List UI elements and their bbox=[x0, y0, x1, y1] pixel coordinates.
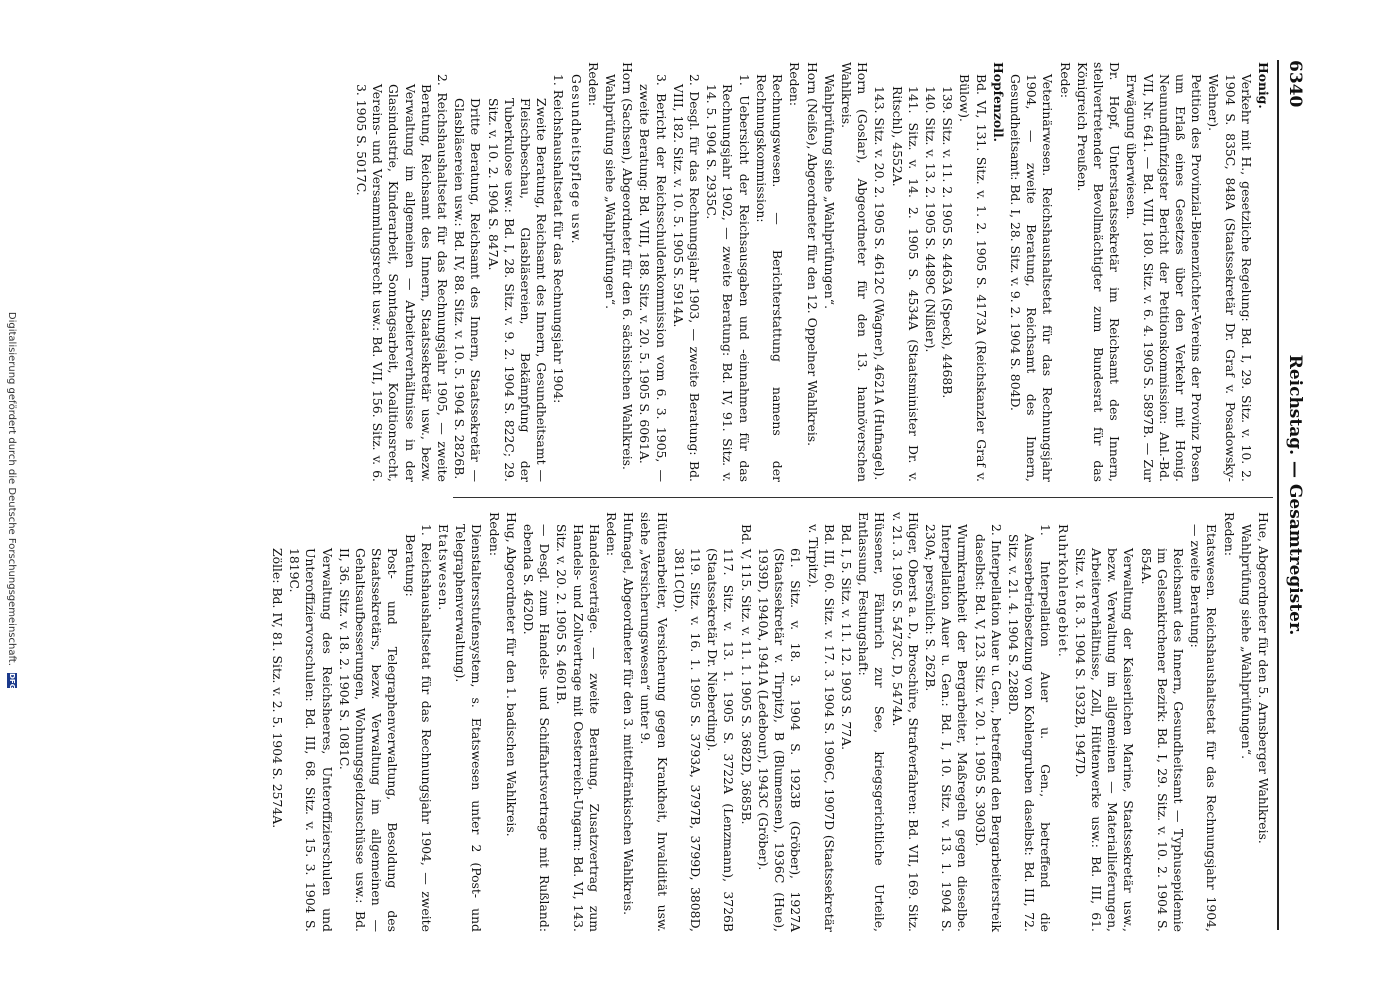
subheading: Reden: bbox=[787, 62, 803, 107]
right-column bbox=[268, 512, 1271, 932]
entry-heading: Horn (Neiße), Abgeordneter für den 12. Oppelner Wahlkreis. bbox=[804, 62, 820, 447]
entry-text: Veterinärwesen. Reichshaushaltsetat für das Rechnungsjahr 1904, — zweite Beratung, Reichsamt des Innern, Gesundheitsamt: Bd. I, 28. Sitz. v. 9. 2. 1904 S. 804D. bbox=[1007, 74, 1056, 482]
entry-text: 140. Sitz. v. 13. 2. 1905 S. 4489C (Nißler). bbox=[922, 86, 938, 353]
entry-text: Etatswesen. Reichshaushaltsetat für das Rechnungsjahr 1904, — zweite Beratung: bbox=[1188, 524, 1220, 932]
entry-text: Bd. III, 60. Sitz. v. 17. 3. 1904 S. 1906C, 1907D (Staatssekretär v. Tirpitz). bbox=[805, 524, 837, 932]
subheading: Rede: bbox=[1057, 62, 1073, 99]
entry-text: Dritte Beratung, Reichsamt des Innern, Staatssekretär — Glasbläsereien usw.: Bd. IV, 88. Sitz. v. 10. 5. 1904 S. 2826B. bbox=[452, 98, 484, 482]
entry-text: Verkehr mit H., gesetzliche Regelung: Bd. I, 29. Sitz. v. 10. 2. 1904 S. 835C, 848A (Staatssekretär Dr. Graf v. Posadowsky-Wehner). bbox=[1206, 74, 1254, 482]
list-item: 2. Interpellation Auer u. Gen., betreffend den Bergarbeiterstreik daselbst: Bd. V, 123. Sitz. v. 20. 1. 1905 S. 3903D. bbox=[972, 524, 1004, 932]
entry-text: Wahlprüfung siehe „Wahlprüfungen“. bbox=[821, 74, 837, 310]
entry-text: Zölle: Bd. IV, 81. Sitz. v. 2. 5. 1904 S. 2574A. bbox=[270, 548, 286, 829]
entry-text: 119. Sitz. v. 16. 1. 1905 S. 3793A, 3797B, 3799D, 3808D, 3811C(D). bbox=[671, 548, 704, 932]
subject-heading: Gesundheitspflege usw. bbox=[568, 74, 584, 245]
page-number: 6340 bbox=[1285, 60, 1305, 108]
entry-text: Wurmkrankheit der Bergarbeiter, Maßregeln gegen dieselbe. Interpellation Auer u. Gen.: Bd. I, 10. Sitz. v. 13. 1. 1904 S. 230A; persönlich: S. 262B. bbox=[922, 524, 971, 932]
entry-text: 117. Sitz. v. 13. 1. 1905 S. 3722A (Lenzmann), 3726B (Staatssekretär Dr. Nieberding). bbox=[705, 548, 737, 932]
entry-text: Rechnungswesen. — Berichterstattung namens der Rechnungskommission: bbox=[753, 74, 786, 482]
entry-text: Bd. V, 115. Sitz. v. 11. 1. 1905 S. 3682D, 3685B. bbox=[738, 524, 754, 825]
entry-text: — Desgl. zum Handels- und Schiffahrtsvertrage mit Rußland: ebenda S. 4620D. bbox=[521, 524, 553, 932]
list-item: 2. Desgl. für das Rechnungsjahr 1903, — zweite Beratung: Bd. VIII, 182. Sitz. v. 10. 5. 1905 S. 5914A. bbox=[670, 74, 703, 482]
entry-heading: Honig. bbox=[1256, 62, 1271, 109]
subheading: Reden: bbox=[604, 512, 620, 557]
entry-text: Reichsamt des Innern, Gesundheitsamt — Typhusepidemie im Gelsenkirchener Bezirk: Bd. I, 29. Sitz. v. 10. 2. 1904 S. 854A. bbox=[1138, 548, 1186, 932]
subheading: Reden: bbox=[585, 62, 601, 107]
subheading: Reden: bbox=[1221, 512, 1237, 557]
entry-text: Bd. VI, 131. Sitz. v. 1. 2. 1905 S. 4173A (Reichskanzler Graf v. Bülow). bbox=[957, 74, 989, 482]
entry-text: Verwaltung der Kaiserlichen Marine, Staatssekretär usw., bezw. Verwaltung im allgemeinen — Materiallieferungen, Arbeiterverhältnisse, Zoll, Hüttenwerke usw.: Bd. III, 61. Sitz. v. 18. 3. 1904 S. 1932B, 1947D. bbox=[1072, 548, 1137, 932]
footer-text: Digitalisierung gefördert durch die Deutsche Forschungsgemeinschaft. bbox=[6, 311, 17, 666]
subject-heading: Etatswesen. bbox=[436, 524, 452, 612]
entry-text: 141. Sitz. v. 14. 2. 1905 S. 4534A (Staatsminister Dr. v. Ritschl), 4552A. bbox=[889, 86, 921, 482]
list-item: 2. Reichshaushaltsetat für das Rechnungsjahr 1905, — zweite Beratung, Reichsamt des Innern, Staatssekretär usw., bezw. Verwaltung im allgemeinen — Arbeiterverhältnisse in der Glasindustrie, Kinderarbeit, Sonntagsarbeit, Koalitionsrecht, Vereins- und Versammlungsrecht usw.: Bd. VII, 156. Sitz. v. 6. 3. 1905 S. 5017C. bbox=[354, 74, 451, 482]
page-header bbox=[1279, 60, 1305, 930]
entry-text: Zweite Beratung, Reichsamt des Innern, Gesundheitsamt — Fleischbeschau, Glasbläsereien, Bekämpfung der Tuberkulose usw.: Bd. I, 28. Sitz. v. 9. 2. 1904 S. 822C; 29. Sitz. v. 10. 2. 1904 S. 847A. bbox=[485, 98, 550, 482]
entry-heading: Horn (Goslar), Abgeordneter für den 13. hannöverschen Wahlkreis. bbox=[838, 62, 871, 482]
page-title: Reichstag. — Gesamtregister. bbox=[1285, 354, 1305, 636]
digitization-footer bbox=[6, 0, 17, 1000]
entry-heading: Hüssener, Fähnrich zur See, kriegsgerichtliche Urteile, Entlassung, Festungshaft: bbox=[856, 512, 888, 932]
column-divider bbox=[453, 497, 1273, 498]
entry-heading: Hüttenarbeiter, Versicherung gegen Krankheit, Invalidität usw. siehe „Versicherungswesen“ unter 9. bbox=[638, 512, 670, 932]
list-item: 3. Bericht der Reichsschuldenkommission vom 6. 3. 1905, — zweite Beratung: Bd. VIII, 188. Sitz. v. 20. 5. 1905 S. 6061A. bbox=[637, 74, 669, 482]
entry-heading: Hufnagel, Abgeordneter für den 3. mittelfränkischen Wahlkreis. bbox=[621, 512, 637, 916]
entry-text: Petition des Provinzial-Bienenzüchter-Vereins der Provinz Posen um Erlaß eines Gesetzes über den Verkehr mit Honig. Neunundfünfzigster Bericht der Petitionskommission: Anl.-Bd. VII, Nr. 641. — Bd. VIII, 180. Sitz. v. 6. 4. 1905 S. 5897B. — Zur Erwägung überwiesen. bbox=[1124, 74, 1205, 482]
entry-text: 143. Sitz. v. 20. 2. 1905 S. 4612C (Wagner), 4621A (Hufnagel). bbox=[872, 86, 888, 481]
subject-heading: Ruhrkohlengebiet. bbox=[1055, 524, 1071, 658]
entry-heading: Hüger, Oberst a. D., Broschüre, Strafverfahren: Bd. VII, 169. Sitz. v. 21. 3. 1905 S. 5473C, D, 5474A. bbox=[889, 512, 921, 932]
entry-text: 139. Sitz. v. 11. 2. 1905 S. 4463A (Speck), 4468B. bbox=[940, 86, 956, 399]
entry-text: Wahlprüfung siehe „Wahlprüfungen“. bbox=[603, 74, 619, 310]
list-item: 1. Reichshaushaltsetat für das Rechnungsjahr 1904, — zweite Beratung: bbox=[402, 524, 434, 932]
entry-text: Verwaltung des Reichsheeres, Unteroffizierschulen und Unteroffiziervorschulen: Bd. III, 68. Sitz. v. 15. 3. 1904 S. 1819C. bbox=[287, 548, 335, 932]
entry-text: 61. Sitz. v. 18. 3. 1904 S. 1923B (Gröber), 1927A (Staatssekretär v. Tirpitz), B (Blumensen), 1936C (Hue), 1939D, 1940A, 1941A (Ledebour), 1943C (Gröber). bbox=[755, 548, 804, 932]
entry-text: Wahlprüfung siehe „Wahlprüfungen“. bbox=[1238, 524, 1254, 760]
dfg-logo: DFG bbox=[8, 673, 16, 690]
entry-heading: Hopfenzoll. bbox=[990, 62, 1006, 142]
entry-heading: Hug, Abgeordneter für den 1. badischen Wahlkreis. bbox=[503, 512, 519, 837]
entry-heading: Hue, Abgeordneter für den 5. Arnsberger Wahlkreis. bbox=[1256, 512, 1271, 844]
entry-text: Handelsverträge. — zweite Beratung, Zusatzvertrag zum Handels- und Zollvertrage mit Oesterreich-Ungarn: Bd. VI, 143. Sitz. v. 20. 2. 1905 S. 4601B. bbox=[554, 524, 602, 932]
entry-heading: Horn (Sachsen), Abgeordneter für den 6. sächsischen Wahlkreis. bbox=[620, 62, 636, 470]
entry-text: Post- und Telegraphenverwaltung, Besoldung des Staatssekretärs, bezw. Verwaltung im allgemeinen — Gehaltsaufbesserungen, Wohnungsgeldzuschüsse usw.: Bd. II, 36. Sitz. v. 18. 2. 1904 S. 1081C. bbox=[336, 548, 401, 932]
entry-heading: Dr. Hopf, Unterstaatssekretär im Reichsamt des Innern, stellvertretender Bevollmächtigter zum Bundesrat für das Königreich Preußen. bbox=[1074, 62, 1123, 482]
list-item: 1. Interpellation Auer u. Gen., betreffend die Ausserbetriebsetzung von Kohlengruben daselbst: Bd. III, 72. Sitz. v. 21. 4. 1904 S. 2288D. bbox=[1005, 524, 1054, 932]
left-column bbox=[352, 62, 1271, 482]
subheading: Reden: bbox=[486, 512, 502, 557]
entry-text: Dienstaltersstufensystem, s. Etatswesen unter 2 (Post- und Telegraphenverwaltung). bbox=[453, 524, 485, 932]
list-item: 1. Uebersicht der Reichsausgaben und -einnahmen für das Rechnungsjahr 1902, — zweite Beratung: Bd. IV, 91. Sitz. v. 14. 5. 1904 S. 2935C. bbox=[704, 74, 752, 482]
list-item: 1. Reichshaushaltsetat für das Rechnungsjahr 1904: bbox=[551, 74, 567, 404]
entry-text: Bd. I, 5. Sitz. v. 11. 12. 1903 S. 77A. bbox=[838, 524, 854, 751]
header-rule bbox=[1277, 60, 1279, 930]
